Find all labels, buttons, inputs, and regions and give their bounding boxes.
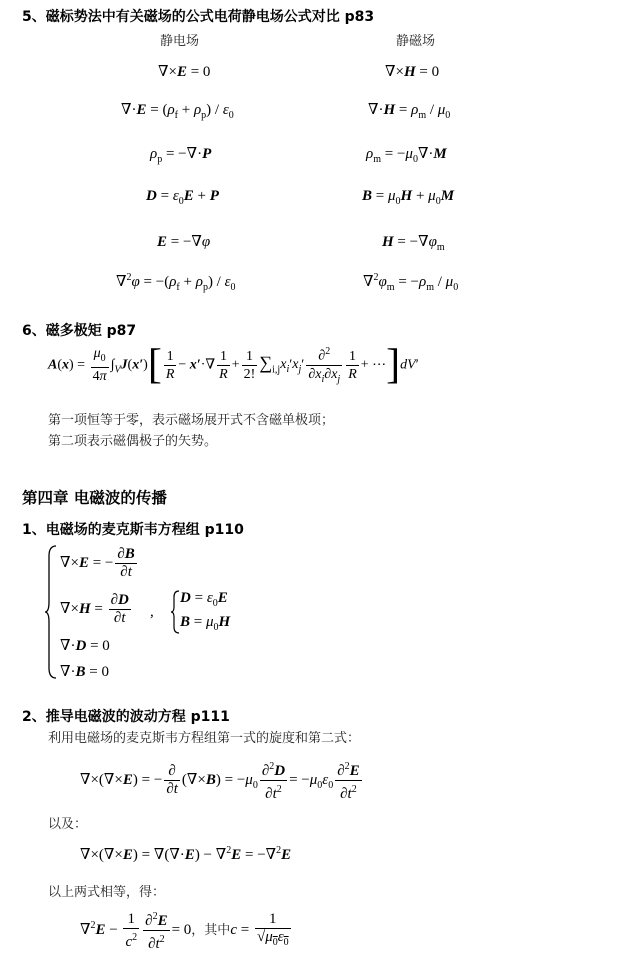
maxwell-ampere: ∇×H = $\frac{\partial D}{\partial t}$ [60,592,129,626]
constitutive-B: $B = \mu_0H$ [180,614,231,633]
derivation-intro: 利用电磁场的麦克斯韦方程组第一式的旋度和第二式： [48,731,361,746]
eq-vector-identity: ∇×(∇×E) = ∇(∇·E) − ∇$^2$E = −∇$^2$E [80,845,292,863]
eq-poisson-phi: $\nabla^2\varphi = -(\rho_f + \rho_p) / \varepsilon_0$ [116,272,236,293]
section-5-title: 5、磁标势法中有关磁场的公式电荷静电场公式对比 p83 [22,9,375,25]
also-label: 以及： [48,817,88,832]
constitutive-D: $D = \varepsilon_0E$ [180,590,228,609]
note-monopole: 第一项恒等于零，表示磁场展开式不含磁单极项； [48,413,335,428]
eq-div-E: $\nabla\cdot E = (\rho_f + \rho_p) / \varepsilon_0$ [121,102,234,121]
note-dipole: 第二项表示磁偶极子的矢势。 [48,434,218,449]
ch4-section-1-title: 1、电磁场的麦克斯韦方程组 p110 [22,522,244,538]
maxwell-faraday: ∇×E = − $\frac{\partial B}{\partial t}$ [60,546,135,580]
eq-div-H: $\nabla\cdot H = \rho_m / \mu_0$ [368,102,451,121]
system-comma: , [150,604,154,620]
eq-curl-E: ∇×E = 0 [158,64,211,80]
eq-multipole-expansion: A(x) = $\frac{\mu_0}{4\pi}$ $\int_VJ(x')$[ $\frac{1}{R}$ − x′·∇ $\frac{1}{R}$ + $\frac{1}{2!}$ $\sum_{i,j}x_i'x_j'$ $\frac{\partial^2}{\partial x_i\partial x_j}$ $\frac{1}{R}$ + ⋯]dV′ [48,342,419,389]
eq-rho-m: $\rho_m = -\mu_0\nabla\cdot M$ [366,146,447,165]
eq-D: $D = \varepsilon_0E + P$ [146,188,219,207]
column-header-electrostatic: 静电场 [160,34,200,49]
eq-B: $B = \mu_0H + \mu_0M$ [362,188,455,207]
eq-poisson-phim: $\nabla^2\varphi_m = -\rho_m / \mu_0$ [363,272,459,293]
eq-E-grad: E = −∇φ [157,234,211,250]
left-brace [44,544,58,680]
section-6-title: 6、磁多极矩 p87 [22,323,137,339]
eq-curl-H: ∇×H = 0 [385,64,440,80]
eq-curl-curl-E: ∇×(∇×E) = − $\frac{\partial}{\partial t}$ $(\nabla\times B) = -\mu_0$ $\frac{\partial^2D}{\partial t^2}$ = $-\mu_0\varepsilon_0$ $\frac{\partial^2E}{\partial t^2}$ [80,758,364,803]
maxwell-gauss-B: ∇·B = 0 [60,664,109,680]
ch4-section-2-title: 2、推导电磁波的波动方程 p111 [22,709,230,725]
eq-rho-p: $\rho_p = -\nabla\cdot P$ [150,146,212,165]
maxwell-gauss-D: ∇·D = 0 [60,638,110,654]
column-header-magnetostatic: 静磁场 [396,34,436,49]
eq-H-grad: $H = -\nabla\varphi_m$ [382,234,445,253]
where-label: ，其中 [191,922,231,938]
equate-label: 以上两式相等，得： [48,885,166,900]
chapter-title: 第四章 电磁波的传播 [22,489,167,507]
constitutive-brace [170,590,180,634]
eq-wave-equation: ∇$^2$E − $\frac{1}{c^2}$ $\frac{\partial^2E}{\partial t^2}$ = 0，其中c = $\frac{1}{√\mu_0\varepsilon_0}$ [80,908,293,953]
